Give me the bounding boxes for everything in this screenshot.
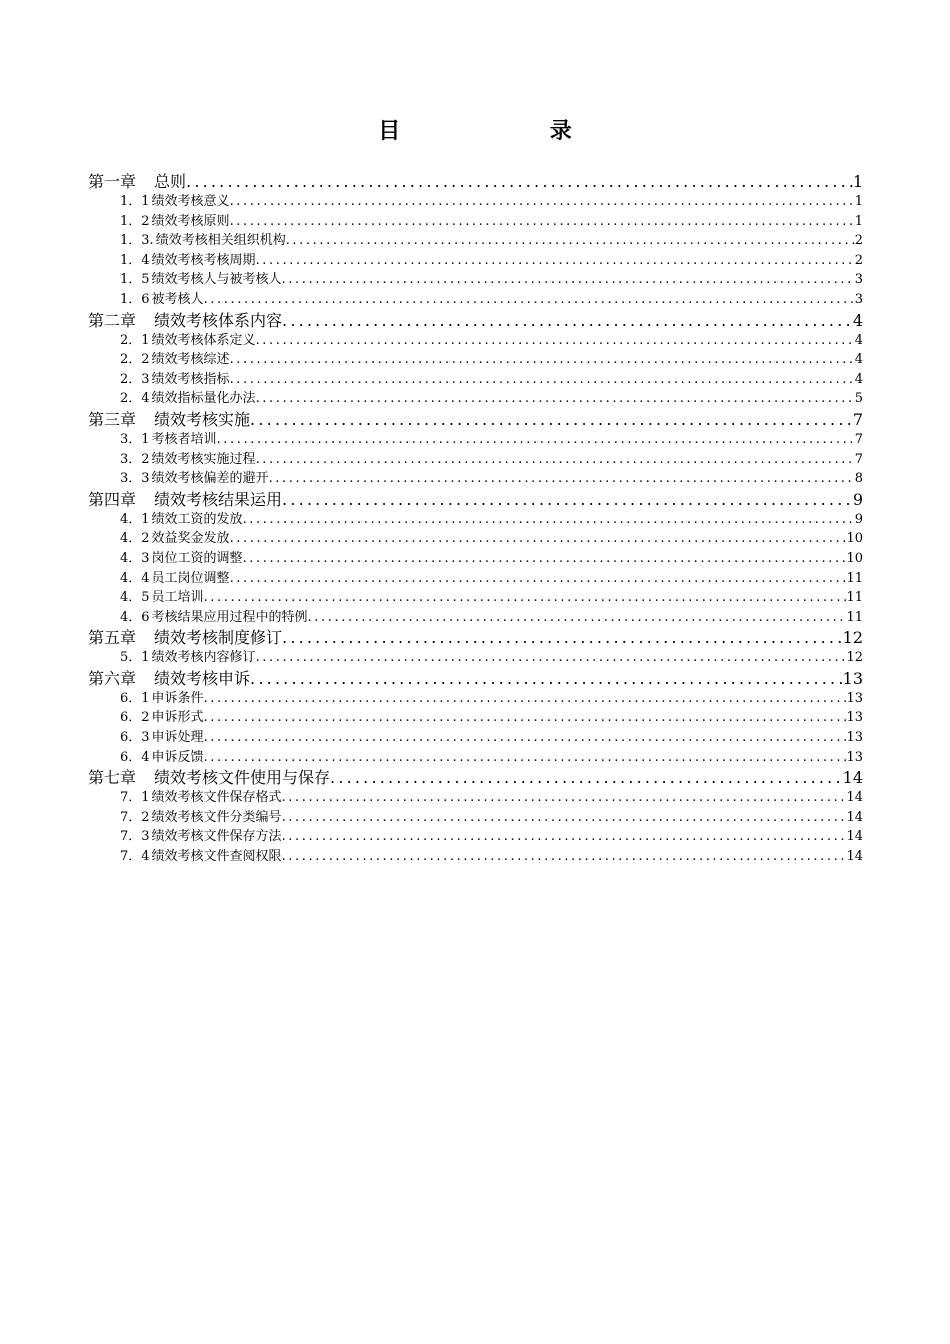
toc-entry-number: 7．4 bbox=[120, 849, 150, 865]
toc-dot-leader bbox=[230, 212, 855, 232]
toc-entry-page-number: 11 bbox=[846, 609, 863, 625]
toc-entry-number: 4．6 bbox=[120, 609, 150, 625]
toc-entry-page-number: 3 bbox=[854, 272, 863, 288]
toc-entry-number: 6．2 bbox=[120, 710, 150, 726]
toc-section-entry[interactable] bbox=[88, 350, 863, 370]
toc-entry-page-number: 3 bbox=[854, 291, 863, 307]
toc-entry-title: 绩效考核综述 bbox=[151, 352, 230, 368]
toc-entry-number: 4．1 bbox=[120, 511, 150, 527]
toc-dot-leader bbox=[230, 350, 855, 370]
toc-entry-page-number: 11 bbox=[846, 570, 863, 586]
toc-dot-leader bbox=[282, 847, 847, 867]
toc-entry-page-number: 10 bbox=[846, 531, 863, 547]
toc-entry-title: 绩效考核实施 bbox=[154, 409, 251, 429]
toc-entry-title: 绩效考核体系内容 bbox=[154, 310, 283, 330]
toc-entry-number: 1．1 bbox=[120, 194, 150, 209]
toc-section-entry[interactable] bbox=[88, 569, 863, 589]
toc-entry-page-number: 11 bbox=[846, 590, 863, 606]
toc-entry-page-number: 1 bbox=[854, 194, 863, 209]
toc-entry-page-number: 14 bbox=[846, 849, 863, 865]
toc-entry-number: 第一章 bbox=[88, 172, 137, 191]
toc-entry-title: 绩效考核文件保存格式 bbox=[151, 790, 282, 806]
toc-entry-title: 绩效考核相关组织机构 bbox=[155, 233, 286, 249]
toc-dot-leader bbox=[282, 827, 847, 847]
toc-dot-leader bbox=[204, 689, 847, 709]
toc-entry-number: 1．4 bbox=[120, 252, 150, 268]
toc-entry-number: 7．2 bbox=[120, 809, 150, 825]
toc-entry-number: 第三章 bbox=[88, 409, 137, 429]
toc-entry-title: 绩效考核实施过程 bbox=[151, 451, 256, 467]
toc-entry-title: 绩效考核考核周期 bbox=[151, 252, 256, 268]
toc-entry-title: 绩效考核偏差的避开 bbox=[151, 471, 269, 487]
toc-entry-title: 绩效指标量化办法 bbox=[151, 391, 256, 407]
toc-section-entry[interactable] bbox=[88, 827, 863, 847]
toc-entry-page-number: 4 bbox=[854, 332, 863, 348]
toc-section-entry[interactable] bbox=[88, 212, 863, 232]
toc-entry-number: 6．3 bbox=[120, 730, 150, 746]
toc-entry-page-number: 13 bbox=[846, 710, 863, 726]
toc-dot-leader bbox=[250, 409, 853, 430]
toc-entry-page-number: 4 bbox=[852, 310, 863, 330]
toc-entry-number: 3．3 bbox=[120, 471, 150, 487]
toc-entry-page-number: 2 bbox=[854, 252, 863, 268]
toc-entry-title: 绩效考核体系定义 bbox=[151, 332, 256, 348]
toc-dot-leader bbox=[282, 310, 853, 331]
toc-entry-number: 1．2 bbox=[120, 213, 150, 229]
toc-entry-number: 第五章 bbox=[88, 628, 137, 648]
toc-section-entry[interactable] bbox=[88, 608, 863, 628]
toc-entry-title: 绩效考核制度修订 bbox=[154, 628, 283, 648]
toc-dot-leader bbox=[204, 748, 847, 768]
toc-entry-page-number: 13 bbox=[842, 668, 863, 688]
toc-entry-page-number: 13 bbox=[846, 730, 863, 746]
toc-entry-page-number: 14 bbox=[846, 809, 863, 825]
toc-dot-leader bbox=[286, 231, 855, 251]
toc-section-entry[interactable] bbox=[88, 389, 863, 409]
toc-dot-leader bbox=[204, 708, 847, 728]
toc-entry-title: 申诉条件 bbox=[151, 690, 204, 706]
toc-entry-title: 绩效考核文件保存方法 bbox=[151, 829, 282, 845]
toc-entry-number: 第四章 bbox=[88, 489, 137, 509]
toc-dot-leader bbox=[256, 648, 847, 668]
toc-section-entry[interactable] bbox=[88, 808, 863, 828]
toc-entry-number: 第六章 bbox=[88, 668, 137, 688]
toc-dot-leader bbox=[256, 389, 855, 409]
toc-entry-page-number: 7 bbox=[854, 451, 863, 467]
toc-entry-number: 4．2 bbox=[120, 531, 150, 547]
toc-entry-page-number: 13 bbox=[846, 690, 863, 706]
toc-entry-number: 1．3. bbox=[120, 233, 154, 249]
toc-dot-leader bbox=[186, 171, 853, 192]
toc-section-entry[interactable] bbox=[88, 847, 863, 867]
toc-dot-leader bbox=[250, 668, 843, 689]
toc-entry-title: 绩效考核意义 bbox=[151, 194, 230, 209]
toc-dot-leader bbox=[282, 489, 853, 510]
toc-entry-number: 7．1 bbox=[120, 790, 150, 806]
toc-entry-number: 第七章 bbox=[88, 768, 137, 788]
toc-entry-page-number: 1 bbox=[854, 213, 863, 229]
toc-dot-leader bbox=[217, 430, 855, 450]
toc-entry-number: 1．5 bbox=[120, 272, 150, 288]
toc-entry-page-number: 10 bbox=[846, 550, 863, 566]
toc-dot-leader bbox=[256, 251, 855, 271]
toc-entry-number: 4．4 bbox=[120, 570, 150, 586]
toc-entry-title: 考核结果应用过程中的特例 bbox=[151, 609, 308, 625]
toc-dot-leader bbox=[230, 370, 855, 390]
toc-entry-title: 绩效考核申诉 bbox=[154, 668, 251, 688]
toc-section-entry[interactable] bbox=[88, 588, 863, 608]
toc-section-entry[interactable] bbox=[88, 290, 863, 310]
toc-dot-leader bbox=[230, 529, 847, 549]
toc-entry-number: 3．2 bbox=[120, 451, 150, 467]
toc-entry-title: 考核者培训 bbox=[151, 431, 217, 447]
toc-section-entry[interactable] bbox=[88, 708, 863, 728]
toc-entry-number: 5．1 bbox=[120, 650, 150, 666]
toc-section-entry[interactable] bbox=[88, 549, 863, 569]
toc-entry-page-number: 14 bbox=[846, 829, 863, 845]
toc-entry-number: 4．3 bbox=[120, 550, 150, 566]
toc-entry-title: 绩效考核人与被考核人 bbox=[151, 272, 282, 288]
toc-entry-title: 效益奖金发放 bbox=[151, 531, 230, 547]
toc-entry-page-number: 14 bbox=[846, 790, 863, 806]
toc-entry-title: 绩效考核内容修订 bbox=[151, 650, 256, 666]
toc-entry-number: 第二章 bbox=[88, 310, 137, 330]
toc-entry-number: 7．3 bbox=[120, 829, 150, 845]
toc-dot-leader bbox=[282, 808, 847, 828]
toc-entry-number: 2．3 bbox=[120, 371, 150, 387]
toc-section-entry[interactable] bbox=[88, 510, 863, 530]
toc-dot-leader bbox=[230, 192, 855, 212]
toc-entry-title: 绩效工资的发放 bbox=[151, 511, 243, 527]
toc-dot-leader bbox=[282, 270, 855, 290]
toc-section-entry[interactable] bbox=[88, 529, 863, 549]
toc-section-entry[interactable] bbox=[88, 430, 863, 450]
toc-chapter-entry[interactable] bbox=[88, 310, 863, 331]
toc-section-entry[interactable] bbox=[88, 231, 863, 251]
toc-entry-title: 绩效考核文件使用与保存 bbox=[154, 768, 331, 788]
toc-section-entry[interactable] bbox=[88, 788, 863, 808]
toc-entry-page-number: 4 bbox=[854, 371, 863, 387]
toc-dot-leader bbox=[282, 788, 847, 808]
toc-dot-leader bbox=[282, 627, 843, 648]
toc-dot-leader bbox=[330, 767, 843, 788]
toc-chapter-entry[interactable] bbox=[88, 171, 863, 192]
toc-chapter-entry[interactable] bbox=[88, 409, 863, 430]
toc-entry-title: 绩效考核文件查阅权限 bbox=[151, 849, 282, 865]
table-of-contents bbox=[88, 171, 863, 867]
toc-dot-leader bbox=[269, 469, 855, 489]
toc-section-entry[interactable] bbox=[88, 370, 863, 390]
toc-section-entry[interactable] bbox=[88, 450, 863, 470]
toc-entry-page-number: 4 bbox=[854, 352, 863, 368]
toc-section-entry[interactable] bbox=[88, 648, 863, 668]
toc-section-entry[interactable] bbox=[88, 469, 863, 489]
toc-entry-number: 6．1 bbox=[120, 690, 150, 706]
toc-entry-number: 4．5 bbox=[120, 590, 150, 606]
toc-dot-leader bbox=[230, 569, 847, 589]
toc-entry-page-number: 9 bbox=[852, 489, 863, 509]
toc-entry-title: 员工培训 bbox=[151, 590, 204, 606]
toc-section-entry[interactable] bbox=[88, 192, 863, 212]
toc-chapter-entry[interactable] bbox=[88, 767, 863, 788]
toc-entry-page-number: 5 bbox=[854, 391, 863, 407]
toc-entry-number: 3．1 bbox=[120, 431, 150, 447]
toc-entry-title: 绩效考核指标 bbox=[151, 371, 230, 387]
toc-entry-title: 员工岗位调整 bbox=[151, 570, 230, 586]
toc-entry-title: 绩效考核文件分类编号 bbox=[151, 809, 282, 825]
toc-entry-title: 绩效考核原则 bbox=[151, 213, 230, 229]
toc-dot-leader bbox=[256, 450, 855, 470]
toc-dot-leader bbox=[308, 608, 847, 628]
toc-entry-number: 2．1 bbox=[120, 332, 150, 348]
toc-entry-title: 岗位工资的调整 bbox=[151, 550, 243, 566]
toc-chapter-entry[interactable] bbox=[88, 489, 863, 510]
toc-entry-title: 总则 bbox=[154, 172, 187, 191]
toc-entry-page-number: 7 bbox=[854, 431, 863, 447]
toc-entry-title: 申诉处理 bbox=[151, 730, 204, 746]
page-title: 目 录 bbox=[378, 118, 607, 144]
toc-section-entry[interactable] bbox=[88, 331, 863, 351]
toc-dot-leader bbox=[256, 331, 855, 351]
toc-entry-page-number: 9 bbox=[854, 511, 863, 527]
toc-entry-page-number: 12 bbox=[846, 650, 863, 666]
toc-dot-leader bbox=[243, 549, 847, 569]
toc-entry-page-number: 2 bbox=[854, 233, 863, 249]
toc-entry-page-number: 7 bbox=[852, 409, 863, 429]
toc-section-entry[interactable] bbox=[88, 728, 863, 748]
toc-chapter-entry[interactable] bbox=[88, 668, 863, 689]
toc-dot-leader bbox=[204, 290, 855, 310]
toc-chapter-entry[interactable] bbox=[88, 627, 863, 648]
toc-entry-page-number: 8 bbox=[854, 471, 863, 487]
toc-entry-page-number: 1 bbox=[852, 172, 863, 191]
toc-dot-leader bbox=[204, 728, 847, 748]
toc-entry-page-number: 13 bbox=[846, 749, 863, 765]
toc-entry-number: 2．2 bbox=[120, 352, 150, 368]
toc-entry-title: 绩效考核结果运用 bbox=[154, 489, 283, 509]
toc-section-entry[interactable] bbox=[88, 689, 863, 709]
toc-entry-number: 1．6 bbox=[120, 291, 150, 307]
toc-dot-leader bbox=[243, 510, 855, 530]
toc-entry-title: 申诉形式 bbox=[151, 710, 204, 726]
toc-entry-number: 2．4 bbox=[120, 391, 150, 407]
toc-section-entry[interactable] bbox=[88, 251, 863, 271]
toc-entry-page-number: 14 bbox=[842, 768, 863, 788]
toc-entry-page-number: 12 bbox=[842, 628, 863, 648]
toc-entry-title: 被考核人 bbox=[151, 291, 204, 307]
toc-entry-title: 申诉反馈 bbox=[151, 749, 204, 765]
toc-section-entry[interactable] bbox=[88, 748, 863, 768]
toc-section-entry[interactable] bbox=[88, 270, 863, 290]
toc-dot-leader bbox=[204, 588, 847, 608]
toc-entry-number: 6．4 bbox=[120, 749, 150, 765]
